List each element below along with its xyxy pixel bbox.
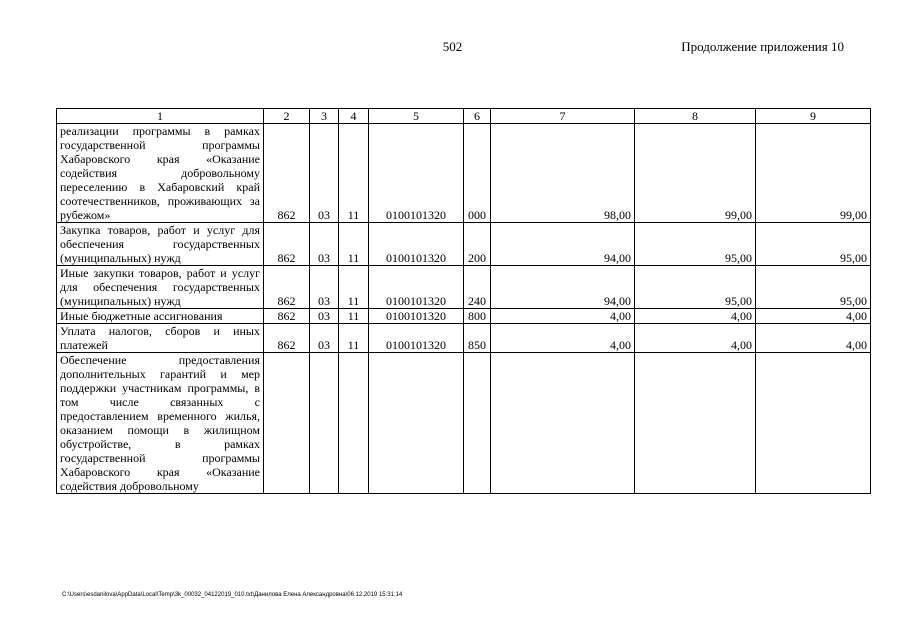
page-number: 502 [442, 39, 463, 54]
cell-col-9: 95,00 [756, 266, 871, 309]
appendix-continuation-title: Продолжение приложения 10 [681, 39, 844, 54]
table-row [57, 266, 871, 309]
cell-col-6: 850 [464, 324, 491, 353]
cell-col-7: 4,00 [491, 309, 635, 324]
cell-col-4: 11 [339, 223, 369, 266]
cell-col-7 [491, 353, 635, 494]
cell-col-8: 4,00 [635, 309, 756, 324]
cell-col-3: 03 [310, 266, 339, 309]
column-header: 7 [491, 109, 635, 124]
cell-col-9: 4,00 [756, 324, 871, 353]
row-description: Закупка товаров, работ и услуг для обеспечения государственных (муниципальных) нужд [57, 223, 264, 266]
cell-col-6: 200 [464, 223, 491, 266]
cell-col-5 [369, 353, 464, 494]
cell-col-5: 0100101320 [369, 309, 464, 324]
cell-col-9: 4,00 [756, 309, 871, 324]
cell-col-3: 03 [310, 309, 339, 324]
row-description: Иные закупки товаров, работ и услуг для обеспечения государственных (муниципальных) нужд [57, 266, 264, 309]
cell-col-2: 862 [264, 324, 310, 353]
cell-col-7: 98,00 [491, 124, 635, 223]
cell-col-9: 95,00 [756, 223, 871, 266]
cell-col-3 [310, 353, 339, 494]
column-header: 5 [369, 109, 464, 124]
cell-col-6: 000 [464, 124, 491, 223]
cell-col-7: 4,00 [491, 324, 635, 353]
cell-col-5: 0100101320 [369, 266, 464, 309]
cell-col-7: 94,00 [491, 223, 635, 266]
cell-col-4 [339, 353, 369, 494]
cell-col-8: 4,00 [635, 324, 756, 353]
cell-col-2: 862 [264, 223, 310, 266]
column-header: 3 [310, 109, 339, 124]
cell-col-9 [756, 353, 871, 494]
cell-col-5: 0100101320 [369, 324, 464, 353]
cell-col-4: 11 [339, 266, 369, 309]
cell-col-4: 11 [339, 124, 369, 223]
row-description: Уплата налогов, сборов и иных платежей [57, 324, 264, 353]
cell-col-8: 95,00 [635, 223, 756, 266]
table-row [57, 223, 871, 266]
cell-col-8: 95,00 [635, 266, 756, 309]
file-path-footer: C:\Users\esdanilova\AppData\Local\Temp\3k_00032_04122019_010.txt\Данилова Елена Александровна\06.12.2019 15:31:14 [62, 592, 403, 598]
column-header: 1 [57, 109, 264, 124]
cell-col-2: 862 [264, 124, 310, 223]
row-description: Обеспечение предоставления дополнительных гарантий и мер поддержки участникам программы, в том числе связанных с предоставлением временного жилья, оказанием помощи в жилищном обустройстве, в рамках государственной программы Хабаровского края «Оказание содействия добровольному [57, 353, 264, 494]
cell-col-7: 94,00 [491, 266, 635, 309]
cell-col-3: 03 [310, 124, 339, 223]
cell-col-5: 0100101320 [369, 124, 464, 223]
column-header: 6 [464, 109, 491, 124]
column-header: 8 [635, 109, 756, 124]
cell-col-3: 03 [310, 223, 339, 266]
cell-col-8 [635, 353, 756, 494]
cell-col-6: 240 [464, 266, 491, 309]
cell-col-6 [464, 353, 491, 494]
cell-col-2: 862 [264, 309, 310, 324]
cell-col-2 [264, 353, 310, 494]
row-description: реализации программы в рамках государственной программы Хабаровского края «Оказание содействия добровольному переселению в Хабаровский край соотечественников, проживающих за рубежом» [57, 124, 264, 223]
table-row [57, 353, 871, 494]
row-description: Иные бюджетные ассигнования [57, 309, 264, 324]
column-header: 9 [756, 109, 871, 124]
column-header: 2 [264, 109, 310, 124]
cell-col-3: 03 [310, 324, 339, 353]
cell-col-9: 99,00 [756, 124, 871, 223]
cell-col-4: 11 [339, 309, 369, 324]
table-row [57, 309, 871, 324]
column-header: 4 [339, 109, 369, 124]
cell-col-4: 11 [339, 324, 369, 353]
cell-col-2: 862 [264, 266, 310, 309]
table-row [57, 124, 871, 223]
cell-col-5: 0100101320 [369, 223, 464, 266]
cell-col-8: 99,00 [635, 124, 756, 223]
table-header-row [57, 109, 871, 124]
cell-col-6: 800 [464, 309, 491, 324]
budget-table [56, 108, 871, 494]
table-row [57, 324, 871, 353]
